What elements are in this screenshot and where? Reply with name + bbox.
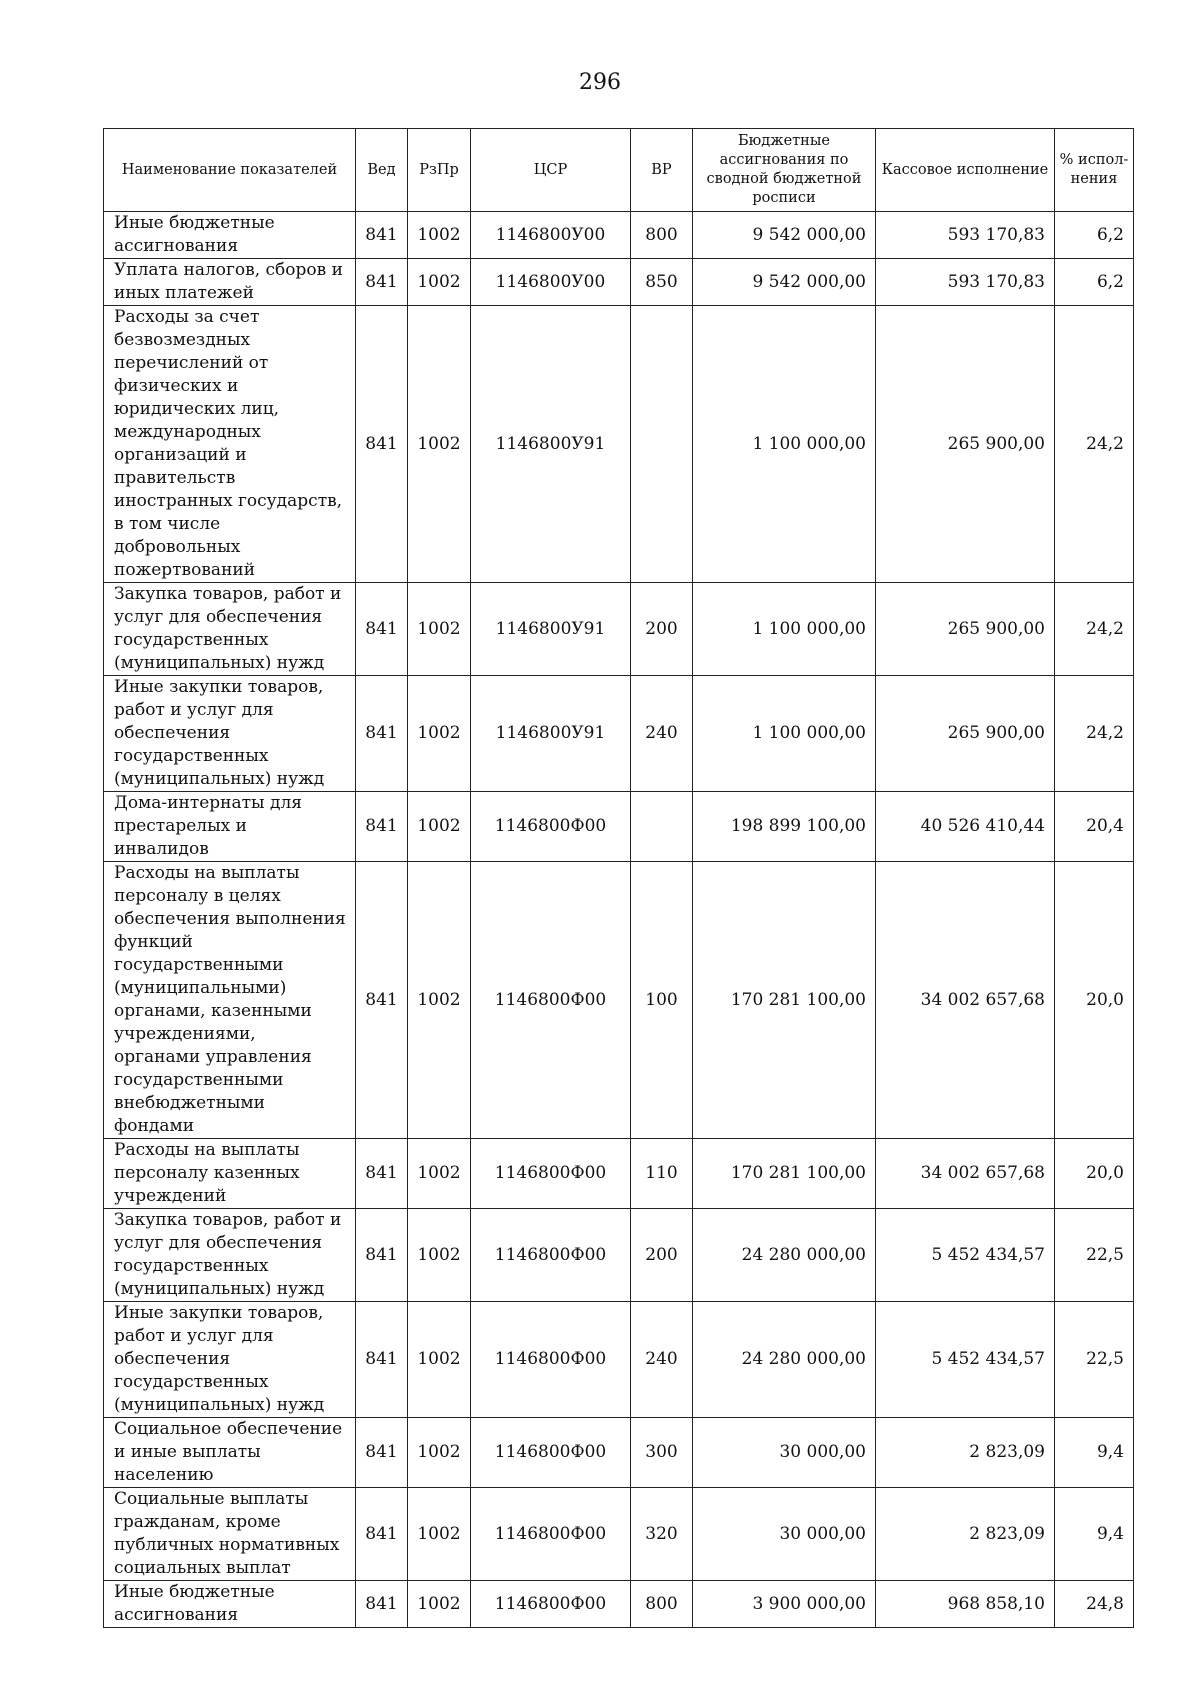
row-budget-amount: 198 899 100,00	[693, 792, 876, 862]
row-percent: 6,2	[1055, 259, 1134, 306]
row-vr: 200	[631, 583, 693, 676]
row-vr: 100	[631, 862, 693, 1139]
budget-table	[103, 128, 1134, 1628]
row-csr: 1146800Ф00	[471, 792, 631, 862]
row-percent: 20,0	[1055, 1139, 1134, 1209]
table-row	[104, 259, 1134, 306]
row-ved: 841	[356, 1209, 408, 1302]
table-row	[104, 1418, 1134, 1488]
header-vr: ВР	[631, 129, 693, 212]
row-percent: 24,2	[1055, 306, 1134, 583]
row-csr: 1146800Ф00	[471, 1139, 631, 1209]
row-budget-amount: 9 542 000,00	[693, 212, 876, 259]
row-cash-execution: 2 823,09	[876, 1488, 1055, 1581]
row-cash-execution: 265 900,00	[876, 676, 1055, 792]
row-name: Расходы за счет безвозмездных перечислений от физических и юридических лиц, международных организаций и правительств иностранных государств, в том числе добровольных пожертвований	[104, 306, 356, 583]
table-row	[104, 1209, 1134, 1302]
row-name: Расходы на выплаты персоналу казенных учреждений	[104, 1139, 356, 1209]
row-csr: 1146800У91	[471, 583, 631, 676]
table-header-row	[104, 129, 1134, 212]
row-rzpr: 1002	[408, 862, 471, 1139]
row-vr: 800	[631, 212, 693, 259]
row-name: Социальные выплаты гражданам, кроме публичных нормативных социальных выплат	[104, 1488, 356, 1581]
row-csr: 1146800Ф00	[471, 862, 631, 1139]
row-name: Закупка товаров, работ и услуг для обеспечения государственных (муниципальных) нужд	[104, 1209, 356, 1302]
row-rzpr: 1002	[408, 583, 471, 676]
row-cash-execution: 5 452 434,57	[876, 1209, 1055, 1302]
row-vr: 200	[631, 1209, 693, 1302]
table-row	[104, 862, 1134, 1139]
row-ved: 841	[356, 676, 408, 792]
row-rzpr: 1002	[408, 1139, 471, 1209]
row-cash-execution: 2 823,09	[876, 1418, 1055, 1488]
header-rzpr: РзПр	[408, 129, 471, 212]
row-csr: 1146800Ф00	[471, 1581, 631, 1628]
row-budget-amount: 3 900 000,00	[693, 1581, 876, 1628]
row-csr: 1146800У91	[471, 306, 631, 583]
row-percent: 24,2	[1055, 583, 1134, 676]
header-name: Наименование показателей	[104, 129, 356, 212]
row-vr: 110	[631, 1139, 693, 1209]
row-ved: 841	[356, 1418, 408, 1488]
row-cash-execution: 34 002 657,68	[876, 862, 1055, 1139]
row-name: Дома-интернаты для престарелых и инвалидов	[104, 792, 356, 862]
header-percent: % испол-нения	[1055, 129, 1134, 212]
row-name: Иные закупки товаров, работ и услуг для обеспечения государственных (муниципальных) нужд	[104, 676, 356, 792]
table-row	[104, 583, 1134, 676]
row-percent: 24,8	[1055, 1581, 1134, 1628]
table-row	[104, 792, 1134, 862]
row-ved: 841	[356, 1139, 408, 1209]
table-body	[104, 212, 1134, 1628]
header-ved: Вед	[356, 129, 408, 212]
row-csr: 1146800Ф00	[471, 1488, 631, 1581]
row-percent: 22,5	[1055, 1209, 1134, 1302]
row-vr: 240	[631, 676, 693, 792]
row-cash-execution: 593 170,83	[876, 259, 1055, 306]
table-row	[104, 1581, 1134, 1628]
table-row	[104, 1488, 1134, 1581]
row-budget-amount: 1 100 000,00	[693, 306, 876, 583]
row-percent: 9,4	[1055, 1488, 1134, 1581]
row-budget-amount: 30 000,00	[693, 1418, 876, 1488]
row-name: Расходы на выплаты персоналу в целях обеспечения выполнения функций государственными (муниципальными) органами, казенными учреждениями, органами управления государственными внебюджетными фондами	[104, 862, 356, 1139]
row-vr: 240	[631, 1302, 693, 1418]
row-budget-amount: 24 280 000,00	[693, 1209, 876, 1302]
row-rzpr: 1002	[408, 212, 471, 259]
row-budget-amount: 1 100 000,00	[693, 583, 876, 676]
row-vr: 850	[631, 259, 693, 306]
row-name: Иные бюджетные ассигнования	[104, 212, 356, 259]
row-rzpr: 1002	[408, 1581, 471, 1628]
row-csr: 1146800Ф00	[471, 1302, 631, 1418]
row-rzpr: 1002	[408, 792, 471, 862]
table-row	[104, 306, 1134, 583]
table-row	[104, 1302, 1134, 1418]
row-rzpr: 1002	[408, 259, 471, 306]
row-csr: 1146800У00	[471, 212, 631, 259]
row-cash-execution: 968 858,10	[876, 1581, 1055, 1628]
row-vr: 800	[631, 1581, 693, 1628]
row-ved: 841	[356, 306, 408, 583]
row-budget-amount: 170 281 100,00	[693, 1139, 876, 1209]
row-budget-amount: 24 280 000,00	[693, 1302, 876, 1418]
row-budget-amount: 1 100 000,00	[693, 676, 876, 792]
row-budget-amount: 30 000,00	[693, 1488, 876, 1581]
row-cash-execution: 593 170,83	[876, 212, 1055, 259]
row-percent: 6,2	[1055, 212, 1134, 259]
row-vr: 300	[631, 1418, 693, 1488]
table-row	[104, 1139, 1134, 1209]
row-name: Иные бюджетные ассигнования	[104, 1581, 356, 1628]
row-rzpr: 1002	[408, 1209, 471, 1302]
row-vr: 320	[631, 1488, 693, 1581]
row-rzpr: 1002	[408, 676, 471, 792]
row-rzpr: 1002	[408, 1302, 471, 1418]
row-rzpr: 1002	[408, 1488, 471, 1581]
row-name: Уплата налогов, сборов и иных платежей	[104, 259, 356, 306]
row-ved: 841	[356, 1581, 408, 1628]
row-ved: 841	[356, 1488, 408, 1581]
table-row	[104, 212, 1134, 259]
row-budget-amount: 9 542 000,00	[693, 259, 876, 306]
row-cash-execution: 34 002 657,68	[876, 1139, 1055, 1209]
row-ved: 841	[356, 862, 408, 1139]
row-name: Закупка товаров, работ и услуг для обеспечения государственных (муниципальных) нужд	[104, 583, 356, 676]
row-vr	[631, 306, 693, 583]
row-percent: 24,2	[1055, 676, 1134, 792]
row-name: Иные закупки товаров, работ и услуг для обеспечения государственных (муниципальных) нужд	[104, 1302, 356, 1418]
row-vr	[631, 792, 693, 862]
row-ved: 841	[356, 212, 408, 259]
page-number: 296	[579, 70, 621, 95]
table-row	[104, 676, 1134, 792]
row-budget-amount: 170 281 100,00	[693, 862, 876, 1139]
header-budget: Бюджетные ассигнования по сводной бюджетной росписи	[693, 129, 876, 212]
row-csr: 1146800У00	[471, 259, 631, 306]
header-cash: Кассовое исполнение	[876, 129, 1055, 212]
row-cash-execution: 5 452 434,57	[876, 1302, 1055, 1418]
row-csr: 1146800У91	[471, 676, 631, 792]
row-percent: 9,4	[1055, 1418, 1134, 1488]
row-name: Социальное обеспечение и иные выплаты населению	[104, 1418, 356, 1488]
row-ved: 841	[356, 259, 408, 306]
row-rzpr: 1002	[408, 306, 471, 583]
row-ved: 841	[356, 1302, 408, 1418]
row-ved: 841	[356, 792, 408, 862]
header-csr: ЦСР	[471, 129, 631, 212]
row-cash-execution: 265 900,00	[876, 306, 1055, 583]
row-ved: 841	[356, 583, 408, 676]
row-percent: 20,4	[1055, 792, 1134, 862]
row-csr: 1146800Ф00	[471, 1209, 631, 1302]
row-csr: 1146800Ф00	[471, 1418, 631, 1488]
row-cash-execution: 40 526 410,44	[876, 792, 1055, 862]
row-percent: 20,0	[1055, 862, 1134, 1139]
row-percent: 22,5	[1055, 1302, 1134, 1418]
row-rzpr: 1002	[408, 1418, 471, 1488]
row-cash-execution: 265 900,00	[876, 583, 1055, 676]
